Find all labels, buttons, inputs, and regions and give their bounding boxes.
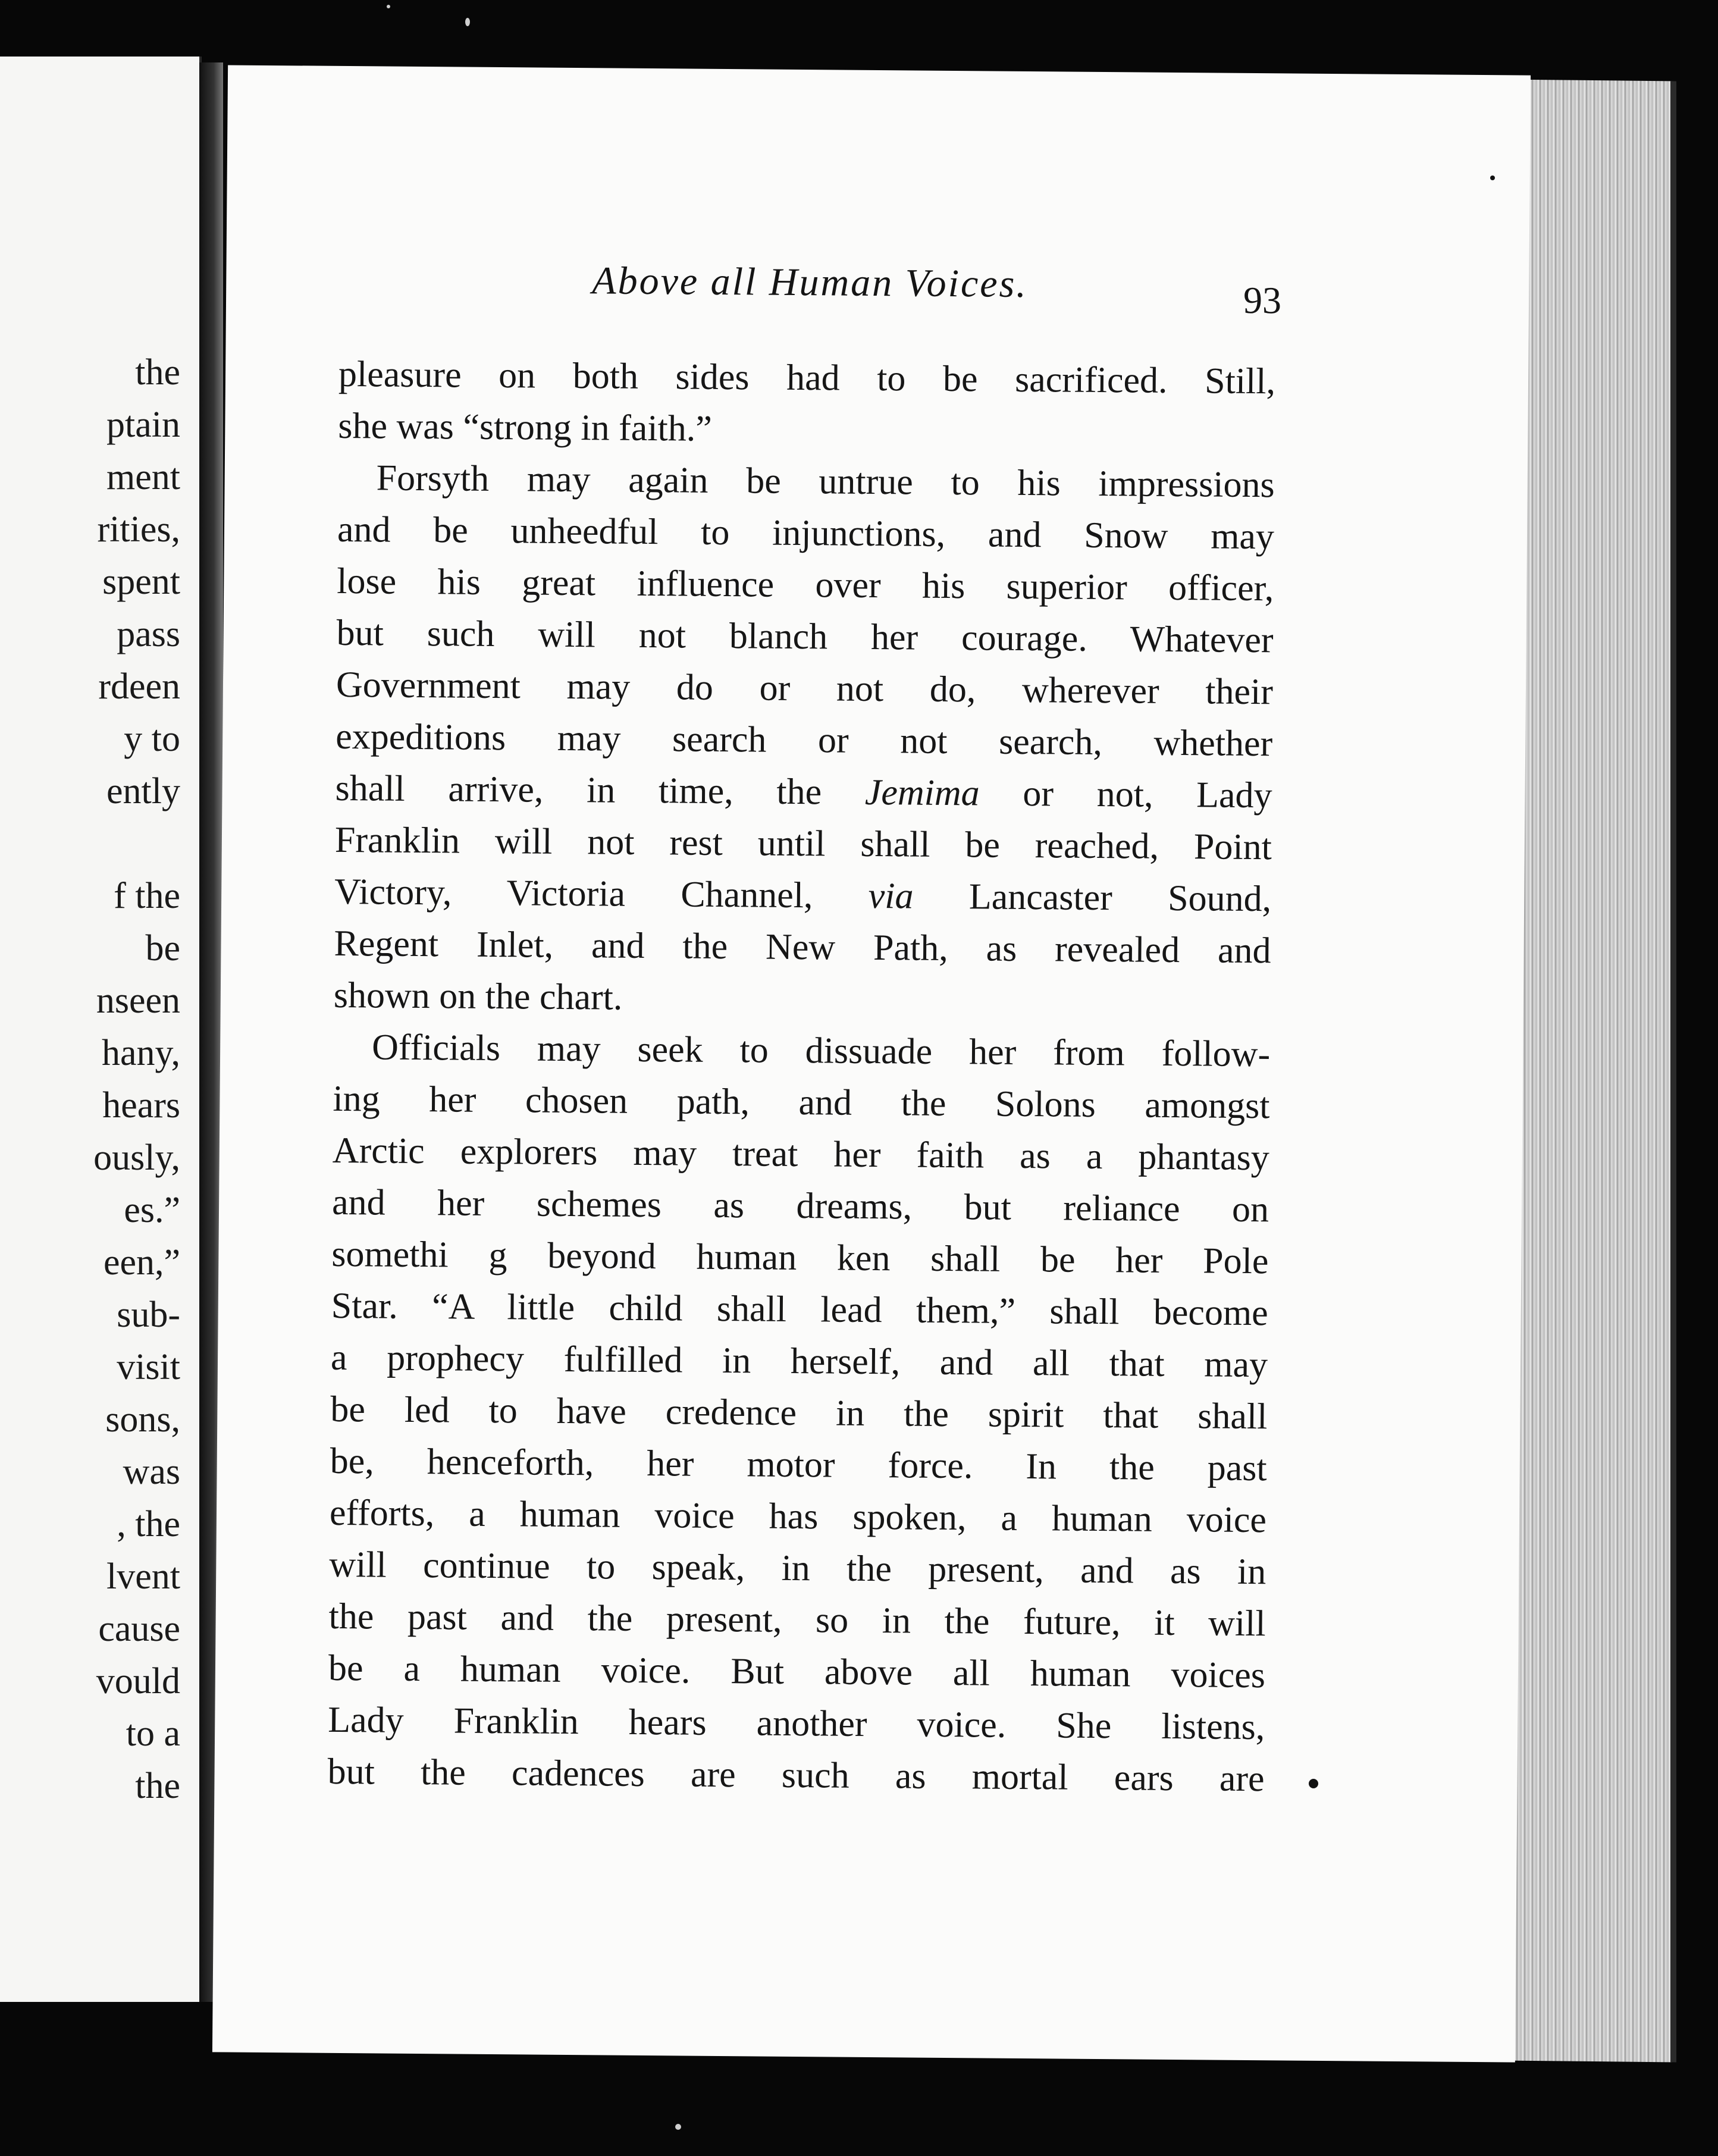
left-page-fragment: lvent: [106, 1556, 180, 1597]
text-line: and be unheedful to injunctions, and Snow may: [337, 509, 1275, 557]
text-line: Government may do or not do, wherever their: [336, 664, 1274, 713]
book-page: [212, 65, 1531, 2062]
left-page-fragment: ously,: [93, 1137, 180, 1178]
body-text: [327, 349, 1275, 1805]
left-page-fragment: hears: [102, 1085, 180, 1126]
text-line: will continue to speak, in the present, and as in: [329, 1544, 1266, 1593]
text-line: but such will not blanch her courage. Whatever: [336, 612, 1274, 661]
left-page-fragment: y to: [124, 719, 180, 759]
text-line: the past and the present, so in the future, it will: [328, 1596, 1266, 1644]
text-line: be, henceforth, her motor force. In the past: [330, 1440, 1267, 1489]
left-page-fragment: cause: [98, 1609, 180, 1649]
text-line: shown on the chart.: [333, 974, 623, 1018]
text-line: but the cadences are such as mortal ears are: [327, 1751, 1265, 1800]
left-page-fragment: visit: [117, 1347, 180, 1387]
text-line: [334, 866, 1272, 925]
running-head: Above all Human Voices.: [592, 259, 1029, 306]
left-page-fragment: spent: [102, 562, 180, 602]
text-line: expeditions may search or not search, whether: [336, 716, 1273, 764]
italic-text: Jemima: [864, 772, 980, 814]
page-number: 93: [1243, 278, 1282, 322]
text-line: Lady Franklin hears another voice. She listens,: [328, 1699, 1265, 1748]
left-page-fragment: be: [145, 928, 180, 969]
left-page-fragment: ptain: [106, 405, 180, 445]
text-line: and her schemes as dreams, but reliance on: [331, 1182, 1269, 1230]
text-line: be led to have credence in the spirit that shall: [330, 1389, 1268, 1437]
scan-dust: [465, 18, 470, 26]
left-page-fragment: pass: [117, 614, 180, 654]
italic-text: via: [868, 875, 914, 917]
text-line: Arctic explorers may treat her faith as a phantasy: [332, 1130, 1270, 1179]
text-segment: or not, Lady: [979, 773, 1272, 816]
scan-speck: [1309, 1779, 1318, 1788]
left-page-fragment: rdeen: [98, 666, 180, 707]
text-segment: Victory, Victoria Channel,: [334, 871, 869, 916]
text-line: a prophecy fulfilled in herself, and all that may: [330, 1337, 1268, 1386]
left-page-fragment: , the: [117, 1504, 180, 1544]
text-line: Officials may seek to dissuade her from follow-: [371, 1027, 1271, 1075]
left-page-fragment: hany,: [102, 1033, 180, 1073]
scan-speck: [1490, 176, 1495, 180]
text-line: pleasure on both sides had to be sacrificed. Still,: [338, 353, 1276, 402]
left-page-fragment: was: [123, 1452, 180, 1492]
text-line: efforts, a human voice has spoken, a human voice: [329, 1492, 1267, 1541]
text-segment: shall arrive, in time, the: [335, 767, 866, 813]
left-page-fragment: the: [135, 352, 180, 393]
text-line: be a human voice. But above all human voices: [328, 1647, 1266, 1696]
page-edges: [1511, 80, 1672, 2063]
left-page-fragment: sub-: [117, 1295, 180, 1335]
left-page-fragment: vould: [96, 1661, 180, 1701]
text-line: she was “strong in faith.”: [338, 405, 713, 449]
left-page-fragment: een,”: [103, 1242, 180, 1283]
text-segment: Lancaster Sound,: [913, 876, 1272, 920]
left-page-fragment: rities,: [97, 509, 180, 550]
text-line: Forsyth may again be untrue to his impressions: [376, 457, 1275, 506]
text-line: [335, 763, 1272, 822]
left-page-fragment: f the: [114, 876, 180, 916]
text-line: Regent Inlet, and the New Path, as revealed and: [334, 923, 1271, 972]
left-page-fragment: ment: [106, 457, 180, 497]
scan-dust: [675, 2124, 681, 2130]
text-line: Star. “A little child shall lead them,” shall become: [331, 1285, 1268, 1334]
scan-dust: [387, 5, 390, 8]
text-line: lose his great influence over his superior officer,: [337, 560, 1274, 609]
left-page-fragment: the: [135, 1766, 180, 1806]
left-page-fragment: nseen: [96, 980, 180, 1021]
left-page-fragment: sons,: [105, 1399, 180, 1440]
left-page-fragment: es.”: [124, 1190, 180, 1230]
text-line: Franklin will not rest until shall be reached, Point: [334, 819, 1272, 868]
left-facing-page: [0, 57, 202, 2002]
text-line: ing her chosen path, and the Solons amongst: [333, 1078, 1270, 1127]
text-line: somethi g beyond human ken shall be her Pole: [331, 1233, 1269, 1282]
left-page-fragment: to a: [126, 1713, 180, 1754]
left-page-fragment: ently: [106, 771, 180, 811]
